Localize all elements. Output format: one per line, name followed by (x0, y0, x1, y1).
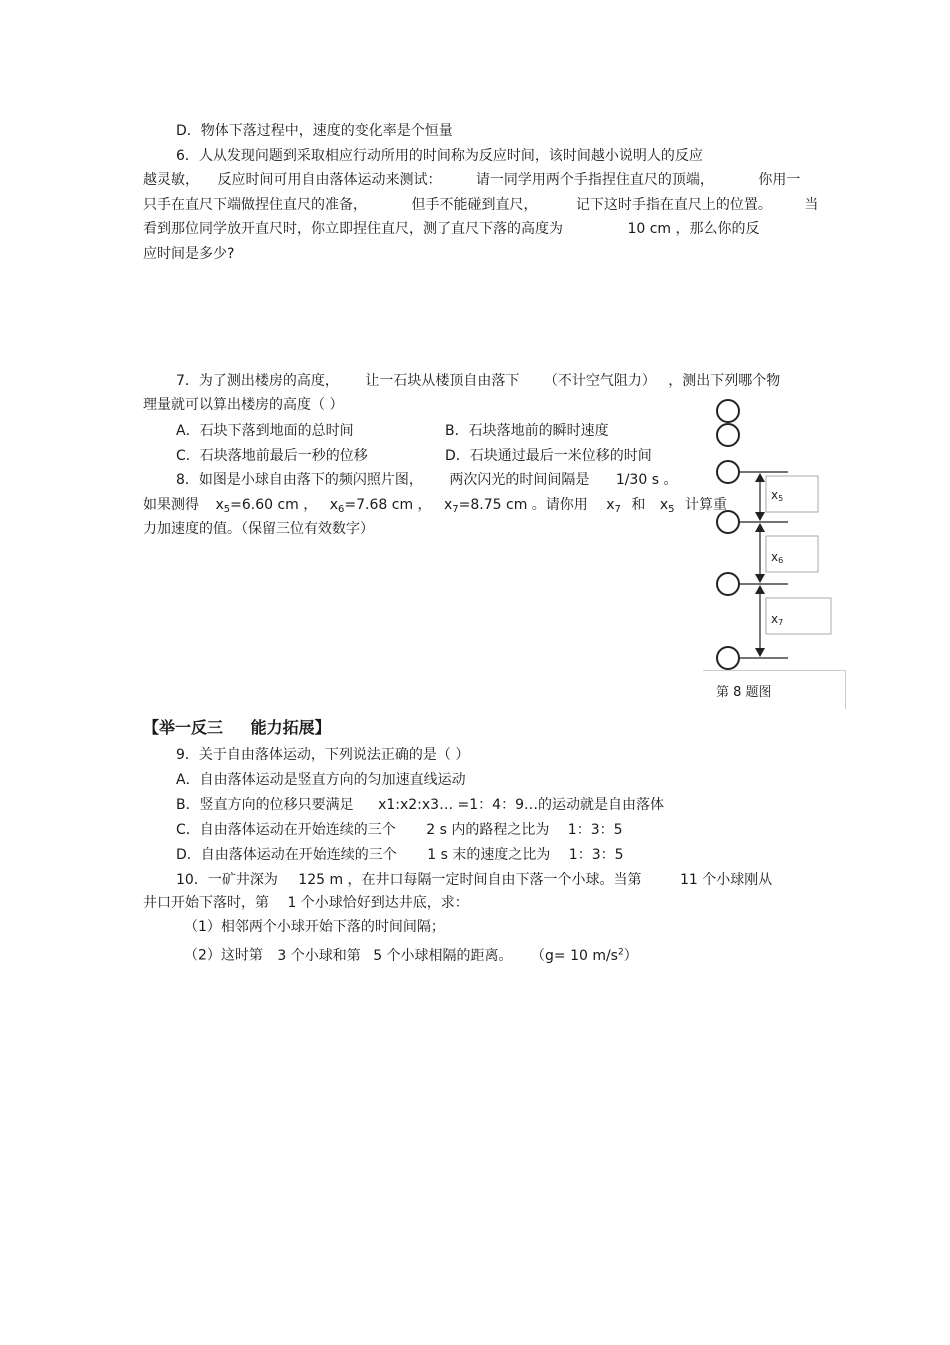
q6-line-4-a: 看到那位同学放开直尺时，你立即捏住直尺，测了直尺下落的高度为 (143, 221, 563, 237)
x7-label: x7 (771, 612, 784, 627)
q9-line-1: 9．关于自由落体运动，下列说法正确的是（ ） (176, 747, 470, 763)
q6-line-4 (143, 219, 760, 239)
section-title: 【举一反三 (143, 718, 224, 737)
q6-line-3 (143, 195, 818, 215)
q8-line-2-prefix: 如果测得 (143, 497, 199, 513)
q6-line-3-b: 但手不能碰到直尺， (411, 197, 538, 213)
q7-line-1-c: （不计空气阻力） (543, 373, 656, 389)
q6-line-2-d: 你用一 (758, 172, 801, 188)
ball-2 (717, 424, 739, 446)
q7-option-b: B．石块落地前的瞬时速度 (445, 423, 609, 439)
q6-line-4-b: 10 cm ，那么你的反 (627, 221, 760, 237)
ball-1 (717, 400, 739, 422)
q6-line-3-d: 当 (804, 197, 819, 213)
q7-option-c: C．石块落地前最后一秒的位移 (176, 448, 368, 464)
q8-x5-ref: $x_5$ (659, 497, 675, 515)
q6-line-2-c: 请一同学用两个手指捏住直尺的顶端， (475, 172, 714, 188)
ball-6 (717, 647, 739, 669)
q8-line-3: 力加速度的值。（保留三位有效数字） (143, 521, 374, 537)
ball-3 (717, 461, 739, 483)
q6-line-1: 6．人从发现问题到采取相应行动所用的时间称为反应时间，该时间越小说明人的反应 (176, 148, 703, 164)
q7-line-1-b: 让一石块从楼顶自由落下 (365, 373, 520, 389)
q6-line-2-b: 反应时间可用自由落体运动来测试： (217, 172, 442, 188)
q8-line-2 (143, 495, 727, 520)
q8-x6: $x_6=7.68$ cm ， (329, 497, 432, 515)
q8-line-2-suffix: 计算重 (684, 497, 727, 513)
q8-line-1-a: 8．如图是小球自由落下的频闪照片图， (176, 472, 423, 488)
ball-5 (717, 573, 739, 595)
q7-line-1-d: ，测出下列哪个物 (668, 373, 781, 389)
q8-line-1-b: 两次闪光的时间间隔是 (449, 472, 590, 488)
q6-line-2-a: 越灵敏， (143, 172, 199, 188)
q9-option-c: C．自由落体运动在开始连续的三个 2 s 内的路程之比为 1：3：5 (176, 822, 623, 838)
section-heading (143, 718, 331, 738)
q8-x5: $x_5=6.60$ cm ， (215, 497, 318, 515)
q6-line-5: 应时间是多少? (143, 246, 235, 262)
q8-line-1 (176, 470, 677, 490)
q10-line-1: 10．一矿井深为 125 m ，在井口每隔一定时间自由下落一个小球。当第 11 个小球刚从 (176, 872, 773, 888)
q5-option-d: D．物体下落过程中，速度的变化率是个恒量 (176, 123, 453, 139)
q8-figure (700, 395, 840, 680)
q7-line-1 (176, 371, 780, 391)
q6-line-3-c: 记下这时手指在直尺上的位置。 (575, 197, 772, 213)
section-subtitle: 能力拓展】 (250, 718, 331, 737)
q10-line-2: 井口开始下落时，第 1 个小球恰好到达井底，求： (143, 895, 469, 911)
q6-line-2 (143, 170, 800, 190)
q9-option-b: B．竖直方向的位移只要满足 x1:x2:x3… =1：4：9…的运动就是自由落体 (176, 797, 664, 813)
q7-option-a: A．石块下落到地面的总时间 (176, 423, 354, 439)
q9-option-a: A．自由落体运动是竖直方向的匀加速直线运动 (176, 772, 466, 788)
x6-label: x6 (771, 550, 784, 565)
q10-part-2: （2）这时第 3 个小球和第 5 个小球相隔的距离。 （g= 10 $m/s^2$） (184, 947, 638, 964)
q8-line-1-c: 1/30 s 。 (615, 472, 678, 488)
q10-part-1: （1）相邻两个小球开始下落的时间间隔； (184, 919, 445, 935)
q7-line-1-a: 7．为了测出楼房的高度， (176, 373, 339, 389)
q6-line-3-a: 只手在直尺下端做捏住直尺的准备， (143, 197, 367, 213)
q7-option-d: D．石块通过最后一米位移的时间 (445, 448, 652, 464)
q8-and: 和 (631, 497, 646, 513)
q8-x7: $x_7=8.75$ cm 。请你用 (443, 497, 588, 515)
q8-x7-ref: $x_7$ (606, 497, 621, 515)
q9-option-d: D．自由落体运动在开始连续的三个 1 s 末的速度之比为 1：3：5 (176, 847, 624, 863)
figure-caption: 第 8 题图 (716, 685, 772, 700)
x5-label: x5 (771, 488, 784, 503)
q7-line-2: 理量就可以算出楼房的高度（ ） (143, 397, 344, 413)
ball-4 (717, 511, 739, 533)
